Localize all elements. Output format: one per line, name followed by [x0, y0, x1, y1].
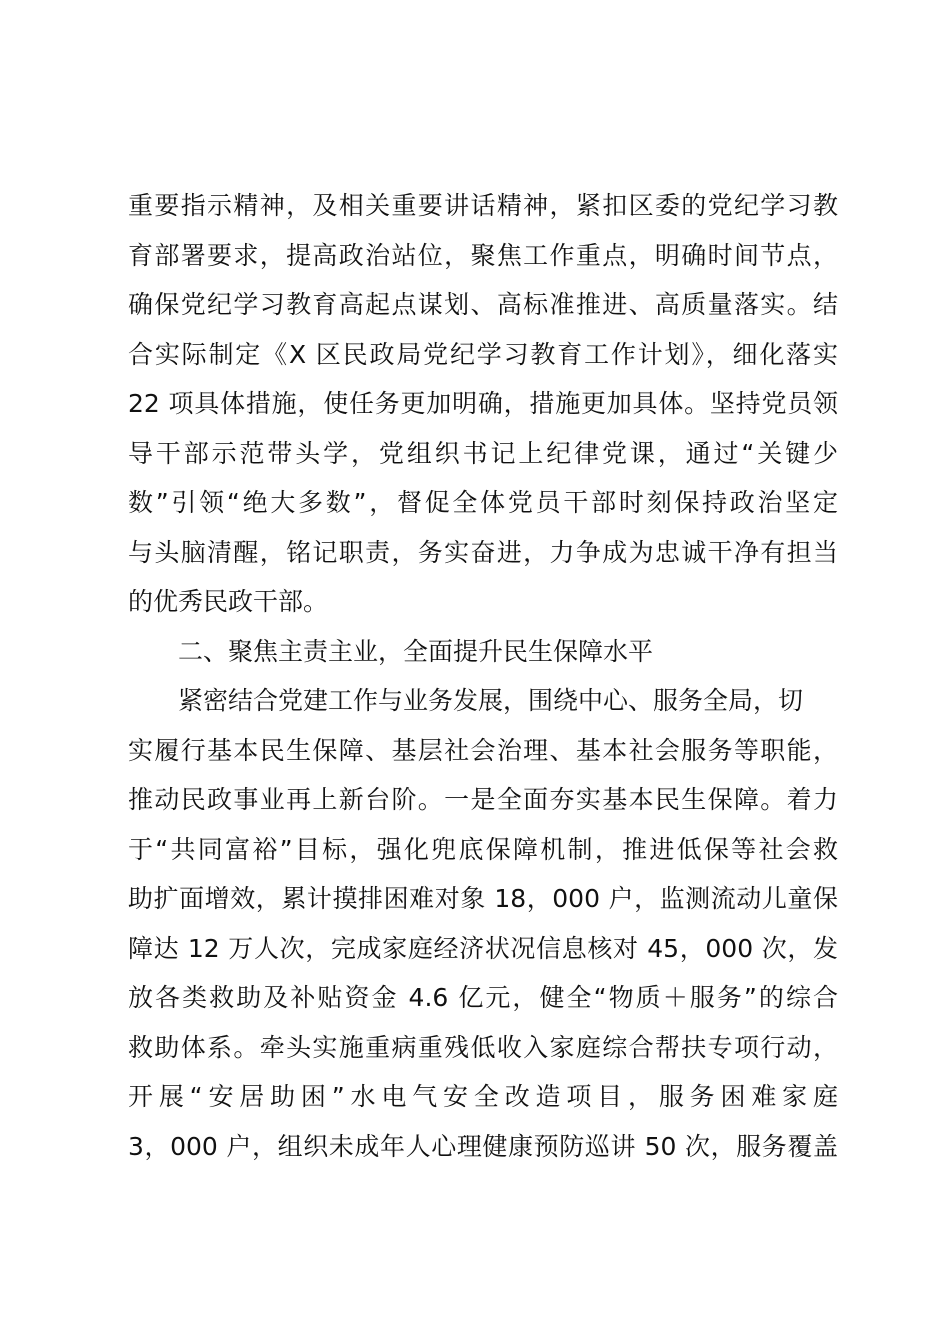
body-line: 救助体系。牵头实施重病重残低收入家庭综合帮扶专项行动， — [128, 1032, 838, 1062]
body-line: 育部署要求，提高政治站位，聚焦工作重点，明确时间节点， — [128, 240, 838, 270]
body-line: 助扩面增效，累计摸排困难对象 18，000 户，监测流动儿童保 — [128, 884, 838, 913]
body-line: 确保党纪学习教育高起点谋划、高标准推进、高质量落实。结 — [128, 290, 838, 319]
body-line: 开展“安居助困”水电气安全改造项目，服务困难家庭 — [128, 1082, 838, 1111]
body-line: 实履行基本民生保障、基层社会治理、基本社会服务等职能， — [128, 735, 838, 765]
document-body — [128, 181, 838, 1171]
body-line: 导干部示范带头学，党组织书记上纪律党课，通过“关键少 — [128, 438, 838, 468]
body-line: 22 项具体措施，使任务更加明确，措施更加具体。坚持党员领 — [128, 389, 838, 418]
body-line: 与头脑清醒，铭记职责，务实奋进，力争成为忠诚干净有担当 — [128, 537, 838, 567]
body-line: 的优秀民政干部。 — [128, 587, 329, 616]
body-line: 重要指示精神，及相关重要讲话精神，紧扣区委的党纪学习教 — [128, 191, 838, 220]
body-line: 紧密结合党建工作与业务发展，围绕中心、服务全局，切 — [178, 686, 804, 715]
body-line: 3，000 户，组织未成年人心理健康预防巡讲 50 次，服务覆盖 — [128, 1131, 838, 1161]
body-line: 推动民政事业再上新台阶。一是全面夯实基本民生保障。着力 — [128, 785, 838, 814]
body-line: 合实际制定《X 区民政局党纪学习教育工作计划》，细化落实 — [128, 339, 838, 369]
section-heading: 二、聚焦主责主业，全面提升民生保障水平 — [178, 636, 654, 666]
body-line: 放各类救助及补贴资金 4.6 亿元，健全“物质＋服务”的综合 — [128, 983, 838, 1012]
body-line: 于“共同富裕”目标，强化兜底保障机制，推进低保等社会救 — [128, 834, 838, 864]
body-line: 障达 12 万人次，完成家庭经济状况信息核对 45，000 次，发 — [128, 933, 838, 963]
body-line: 数”引领“绝大多数”，督促全体党员干部时刻保持政治坚定 — [128, 488, 838, 517]
